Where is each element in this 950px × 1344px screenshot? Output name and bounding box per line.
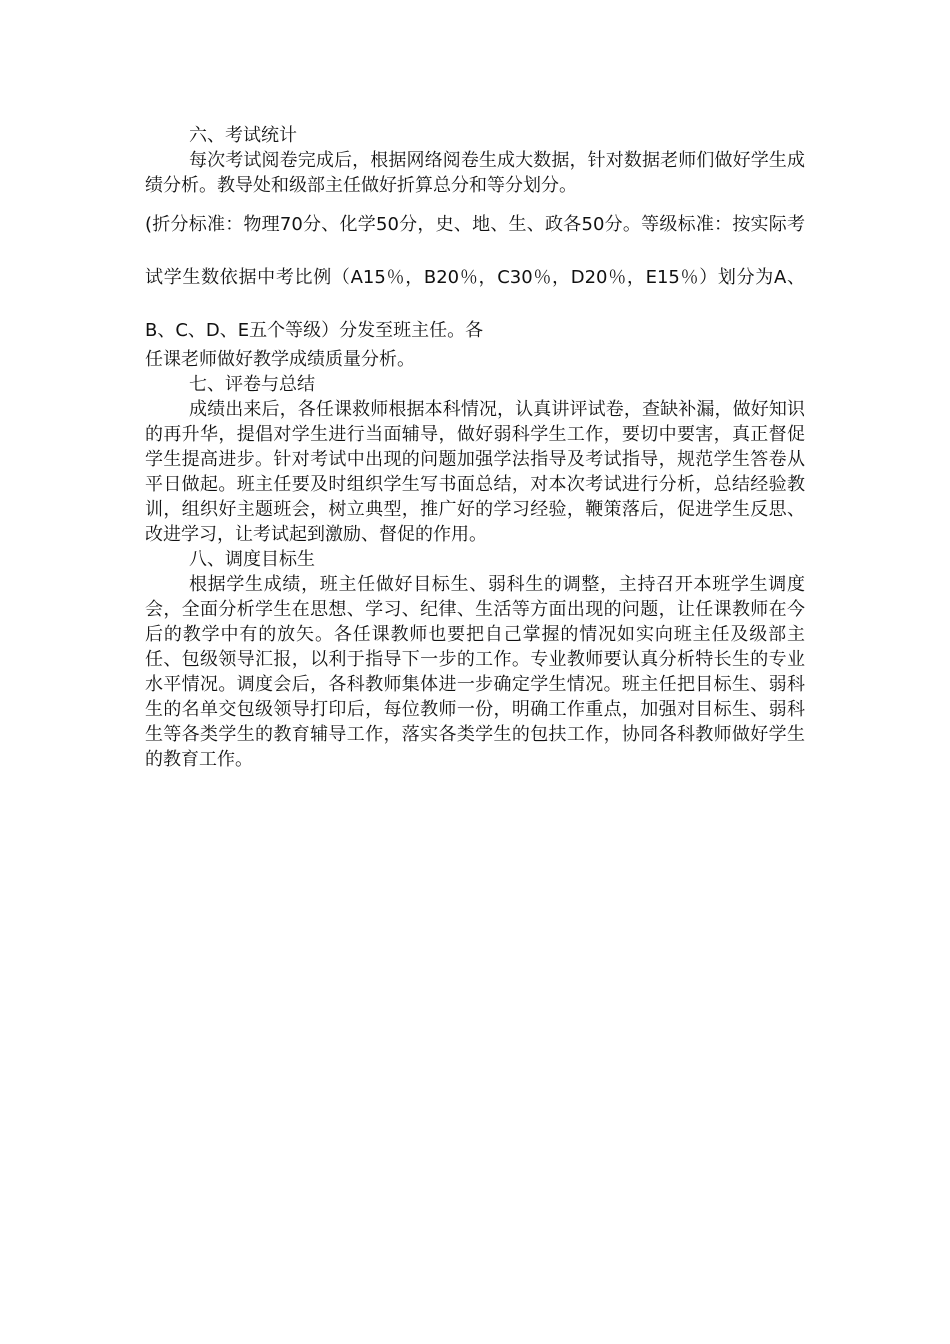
section-8-heading: 八、调度目标生 xyxy=(189,549,315,570)
section-7-paragraph: 成绩出来后，各任课救师根据本科情况，认真讲评试卷，查缺补漏，做好知识的再升华，提倡对学生进行当面辅导，做好弱科学生工作，要切中要害，真正督促学生提高进步。针对考试中出现的问题加强学法指导及考试指导，规范学生答卷从平日做起。班主任要及时组织学生写书面总结，对本次考试进行分析，总结经验教训，组织好主题班会，树立典型，推广好的学习经验，鞭策落后，促进学生反思、改进学习，让考试起到激励、督促的作用。 xyxy=(145,399,805,545)
section-6-grading-standard: (折分标准：物理70分、化学50分，史、地、生、政各50分。等级标准：按实际考试学生数依据中考比例（A15％，B20％，C30％，D20％，E15％）划分为A、B、C、D、E五个等级）分发至班主任。各 xyxy=(145,214,805,341)
section-6-paragraph: 每次考试阅卷完成后，根据网络阅卷生成大数据，针对数据老师们做好学生成绩分析。教导处和级部主任做好折算总分和等分划分。 xyxy=(145,150,805,196)
section-8-paragraph: 根据学生成绩，班主任做好目标生、弱科生的调整，主持召开本班学生调度会，全面分析学生在思想、学习、纪律、生活等方面出现的问题，让任课教师在今后的教学中有的放矢。各任课教师也要把自己掌握的情况如实向班主任及级部主任、包级领导汇报，以利于指导下一步的工作。专业教师要认真分析特长生的专业水平情况。调度会后，各科教师集体进一步确定学生情况。班主任把目标生、弱科生的名单交包级领导打印后，每位教师一份，明确工作重点，加强对目标生、弱科生等各类学生的教育辅导工作，落实各类学生的包扶工作，协同各科教师做好学生的教育工作。 xyxy=(145,574,805,770)
document-body xyxy=(145,123,805,772)
section-6-heading: 六、考试统计 xyxy=(189,125,297,146)
section-6-paragraph-end: 任课老师做好教学成绩质量分析。 xyxy=(145,349,415,370)
section-7-heading: 七、评卷与总结 xyxy=(189,374,315,395)
